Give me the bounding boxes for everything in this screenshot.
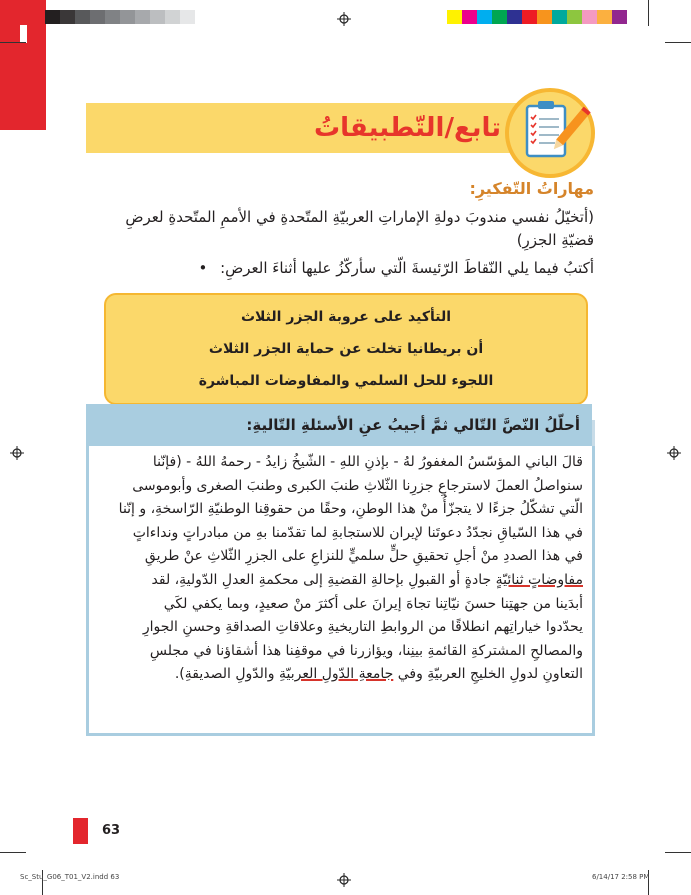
color-swatch	[567, 10, 582, 24]
red-strip-notch	[20, 25, 27, 43]
timestamp: 6/14/17 2:58 PM	[592, 873, 650, 881]
section-title: مهاراتُ التّفكيرِ:	[469, 179, 594, 198]
passage-text	[96, 451, 583, 687]
registration-mark-icon	[10, 446, 24, 460]
gray-swatch	[135, 10, 150, 24]
trim-mark	[665, 852, 691, 853]
gray-swatch	[165, 10, 180, 24]
instruction-paragraph: (أتخيّلُ نفسي مندوبَ دولةِ الإماراتِ العربيّةِ المتّحدةِ في الأممِ المتّحدةِ لعرضِ قضيّةِ الجزرِ)	[125, 208, 594, 249]
color-swatch	[507, 10, 522, 24]
passage-line-underlined: مفاوضاتٍ ثنائيّةٍ جادةٍ أو القبولِ بإحالةِ القضيةِ إلى محكمةِ العدلِ الدّوليةِ، لقد	[151, 571, 583, 588]
color-calibration-bar	[447, 10, 627, 24]
passage-line: والمصالحِ المشتركةِ القائمةِ بينِنا، ويؤازرنا في موقفِنا هذا أشقاؤنا في مجلسِ	[149, 642, 583, 659]
passage-line: سنواصلُ العملَ لاسترجاعِ جزرِنا الثّلاثِ طنبَ الكبرى وطنبَ الصغرى وأبوموسى	[132, 477, 583, 494]
gray-swatch	[90, 10, 105, 24]
clipboard-pencil-icon	[509, 92, 591, 174]
page-title: تابع/التّطبيقاتُ	[314, 113, 501, 143]
passage-line: في هذا الصددِ منْ أجلِ تحقيقِ حلٍّ سلميٍّ للنزاعِ على الجزرِ الثّلاثِ عنْ طريقِ	[144, 548, 583, 565]
trim-mark	[648, 0, 649, 26]
answer-line: أن بريطانيا تخلت عن حماية الجزر الثلاث	[208, 341, 484, 357]
trim-mark	[665, 42, 691, 43]
color-swatch	[552, 10, 567, 24]
color-swatch	[612, 10, 627, 24]
color-swatch	[537, 10, 552, 24]
passage-line: في هذا السّياقِ نجدّدُ دعوتَنا لإيران للاستجابةِ لما تقدّمنا بهِ من مبادراتٍ ونداءاتٍ	[132, 524, 583, 541]
color-swatch	[522, 10, 537, 24]
gray-swatch	[150, 10, 165, 24]
color-swatch	[597, 10, 612, 24]
color-swatch	[477, 10, 492, 24]
page-number-marker	[73, 818, 88, 844]
answer-box	[104, 293, 588, 405]
trim-mark	[0, 852, 26, 853]
trim-mark	[0, 42, 26, 43]
passage-line: الّتي تشكّلُ جزءًا لا يتجزّأُ منْ هذا الوطنِ، وحقًا من حقوقِنا الوطنيّةِ الرّاسخةِ، و إنّنا	[118, 501, 583, 518]
question-title: أحلّلُ النّصَّ التّالي ثمَّ أجيبُ عنِ الأسئلةِ التّاليةِ:	[246, 416, 580, 434]
file-name: Sc_Stu_G06_T01_V2.indd 63	[20, 873, 120, 881]
registration-mark-icon	[337, 12, 351, 26]
passage-line-underlined: التعاونِ لدولِ الخليجِ العربيّةِ وفي جامعةِ الدّولِ العربيّةِ والدّولِ الصديقةِ).	[174, 666, 583, 683]
gray-swatch	[120, 10, 135, 24]
color-swatch	[492, 10, 507, 24]
grayscale-calibration-bar	[45, 10, 195, 24]
color-swatch	[462, 10, 477, 24]
gray-swatch	[180, 10, 195, 24]
gray-swatch	[75, 10, 90, 24]
bullet-text: أكتبُ فيما يلي النّقاطَ الرّئيسةَ الّتي سأركّزُ عليها أثناءَ العرضِ:	[220, 259, 594, 277]
gray-swatch	[45, 10, 60, 24]
passage-line: قالَ الباني المؤسّسُ المغفورُ لهُ - بإذنِ اللهِ - الشّيخُ زايدُ - رحمهُ اللهُ - (فإنّنا	[152, 454, 583, 470]
answer-line: اللجوء للحل السلمي والمفاوضات المباشرة	[198, 373, 494, 389]
bullet-instruction	[198, 259, 594, 277]
passage-line: يحدّدوا خياراتِهم انطلاقًا من الروابطِ التاريخيةِ وعلاقاتِ الصداقةِ وحسنِ الجوارِ	[142, 619, 583, 636]
underlined-phrase: مفاوضاتٍ ثنائيّةٍ	[495, 571, 583, 588]
header-icon-badge	[505, 88, 595, 178]
color-swatch	[447, 10, 462, 24]
passage-line: أبدَينا من جهتِنا حسنَ نيّاتِنا تجاهَ إيرانَ على أكثرَ منْ صعيدٍ، وبما يكفي لكَي	[163, 595, 583, 612]
page-number: 63	[102, 823, 121, 838]
color-swatch	[582, 10, 597, 24]
gray-swatch	[60, 10, 75, 24]
underlined-phrase: جامعةِ الدّولِ العربيّةِ	[279, 666, 394, 683]
red-margin-strip	[0, 0, 46, 130]
question-header	[86, 404, 592, 446]
registration-mark-icon	[337, 873, 351, 887]
gray-swatch	[105, 10, 120, 24]
answer-line: التأكيد على عروبة الجزر الثلاث	[240, 309, 451, 325]
registration-mark-icon	[667, 446, 681, 460]
bullet-dot-icon: •	[198, 259, 208, 277]
